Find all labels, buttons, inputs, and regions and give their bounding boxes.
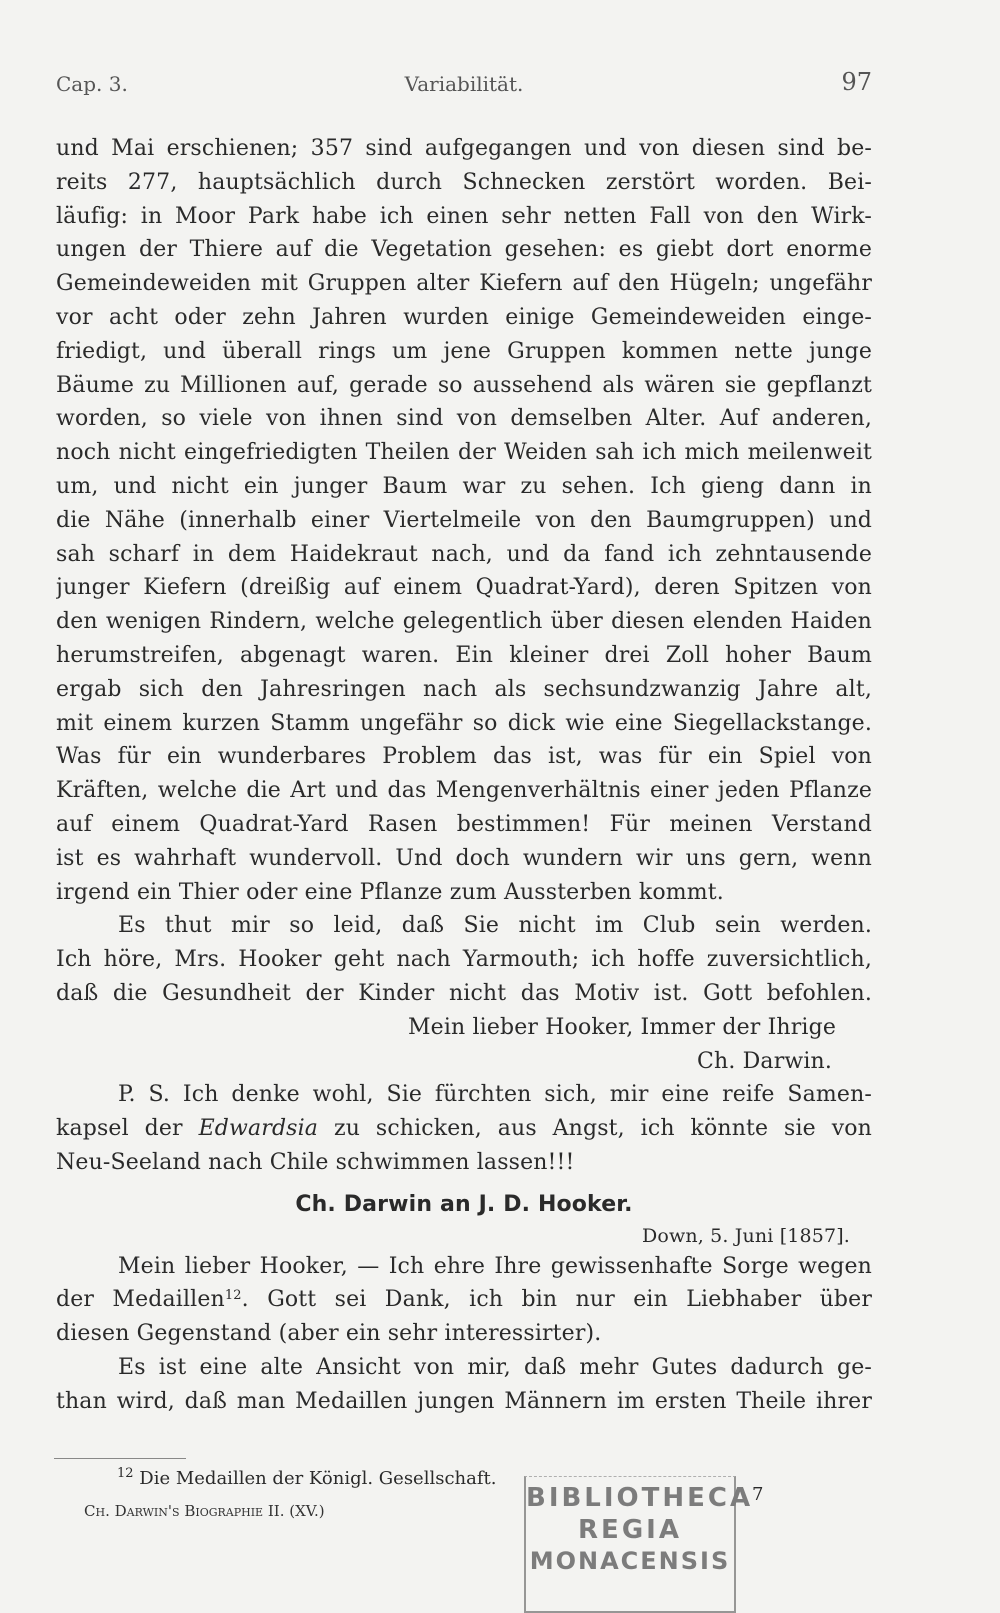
page-number: 97 [841, 68, 872, 96]
sheet-number: 7 [752, 1484, 764, 1505]
text-line: Es ist eine alte Ansicht von mir, daß mehr Gutes dadurch ge- [118, 1354, 872, 1380]
text-line: Gemeindeweiden mit Gruppen alter Kiefern auf den Hügeln; ungefähr [56, 271, 872, 297]
running-title: Variabilität. [404, 72, 524, 96]
text-line: daß die Gesundheit der Kinder nicht das Motiv ist. Gott befohlen. [56, 980, 872, 1006]
text-line: mit einem kurzen Stamm ungefähr so dick wie eine Siegellackstange. [56, 710, 872, 736]
stamp-line: BIBLIOTHECA [526, 1483, 754, 1513]
text-line: Es thut mir so leid, daß Sie nicht im Club sein werden. [118, 913, 872, 939]
text-line: Was für ein wunderbares Problem das ist, was für ein Spiel von [56, 744, 872, 770]
footnote-number: 12 [117, 1466, 134, 1481]
text-line: und Mai erschienen; 357 sind aufgegangen und von diesen sind be- [56, 136, 872, 161]
footnote-text: Die Medaillen der Königl. Gesellschaft. [139, 1468, 497, 1489]
text-line: noch nicht eingefriedigten Theilen der Weiden sah ich mich meilenweit [56, 440, 872, 466]
body-text [56, 132, 872, 1418]
text-line: Kräften, welche die Art und das Mengenverhältnis einer jeden Pflanze [56, 778, 872, 804]
chapter-label: Cap. 3. [56, 72, 128, 96]
stamp-line: REGIA [578, 1515, 682, 1545]
text-line: diesen Gegenstand (aber ein sehr interessirter). [56, 1321, 602, 1347]
text-line: junger Kiefern (dreißig auf einem Quadrat-Yard), deren Spitzen von [56, 575, 872, 601]
letter-dateline: Down, 5. Juni [1857]. [642, 1224, 850, 1247]
postscript-line [56, 1112, 872, 1146]
letter-signature: Ch. Darwin. [697, 1048, 832, 1074]
text-line: sah scharf in dem Haidekraut nach, und da fand ich zehntausende [56, 541, 872, 567]
letter-title: Ch. Darwin an J. D. Hooker. [295, 1191, 633, 1217]
text-line: Ich höre, Mrs. Hooker geht nach Yarmouth; ich hoffe zuversichtlich, [56, 947, 872, 973]
library-stamp [524, 1476, 754, 1613]
footnote-rule [54, 1458, 186, 1459]
text-line: Mein lieber Hooker, — Ich ehre Ihre gewissenhafte Sorge wegen [118, 1253, 872, 1279]
species-name: Edwardsia [198, 1116, 319, 1142]
ps-text-before: kapsel der [56, 1116, 183, 1142]
postscript-line: P. S. Ich denke wohl, Sie fürchten sich, mir eine reife Samen- [118, 1082, 872, 1108]
text-line: läufig: in Moor Park habe ich einen sehr netten Fall von den Wirk- [56, 203, 872, 229]
text-line: ungen der Thiere auf die Vegetation gesehen: es giebt dort enorme [56, 237, 872, 263]
footnote-ref[interactable]: 12 [224, 1288, 242, 1304]
text-line: ist es wahrhaft wundervoll. Und doch wundern wir uns gern, wenn [56, 845, 872, 871]
line-rest: Gott sei Dank, ich bin nur ein Liebhaber über [267, 1287, 872, 1313]
printer-signature-mark: Ch. Darwin's Biographie II. (XV.) [84, 1502, 325, 1520]
text-line: vor acht oder zehn Jahren wurden einige Gemeindeweiden einge- [56, 304, 872, 330]
text-line [56, 1283, 872, 1317]
letter-closing: Mein lieber Hooker, Immer der Ihrige [407, 1014, 836, 1040]
text-line: auf einem Quadrat-Yard Rasen bestimmen! Für meinen Verstand [56, 811, 872, 837]
text-line: Bäume zu Millionen auf, gerade so aussehend als wären sie gepflanzt [56, 372, 872, 398]
ps-text-after: zu schicken, aus Angst, ich könnte sie von [333, 1116, 872, 1142]
stamp-line: MONACENSIS [529, 1547, 731, 1575]
medaillen-word: der Medaillen [56, 1287, 225, 1313]
text-line: irgend ein Thier oder eine Pflanze zum Aussterben kommt. [56, 879, 724, 905]
running-header [56, 68, 872, 102]
punctuation: . [241, 1287, 249, 1313]
text-line: friedigt, und überall rings um jene Gruppen kommen nette junge [56, 338, 872, 364]
text-line: ergab sich den Jahresringen nach als sechsundzwanzig Jahre alt, [56, 676, 872, 702]
text-line: die Nähe (innerhalb einer Viertelmeile von den Baumgruppen) und [56, 507, 872, 533]
text-line: herumstreifen, abgenagt waren. Ein kleiner drei Zoll hoher Baum [56, 642, 872, 668]
postscript-line: Neu-Seeland nach Chile schwimmen lassen!!! [56, 1149, 575, 1175]
text-line: den wenigen Rindern, welche gelegentlich über diesen elenden Haiden [56, 609, 872, 635]
text-line: um, und nicht ein junger Baum war zu sehen. Ich gieng dann in [56, 473, 872, 499]
footnote [117, 1468, 497, 1489]
text-line: worden, so viele von ihnen sind von demselben Alter. Auf anderen, [56, 406, 872, 432]
text-line: than wird, daß man Medaillen jungen Männern im ersten Theile ihrer [56, 1388, 872, 1414]
text-line: reits 277, hauptsächlich durch Schnecken zerstört worden. Bei- [56, 169, 872, 195]
